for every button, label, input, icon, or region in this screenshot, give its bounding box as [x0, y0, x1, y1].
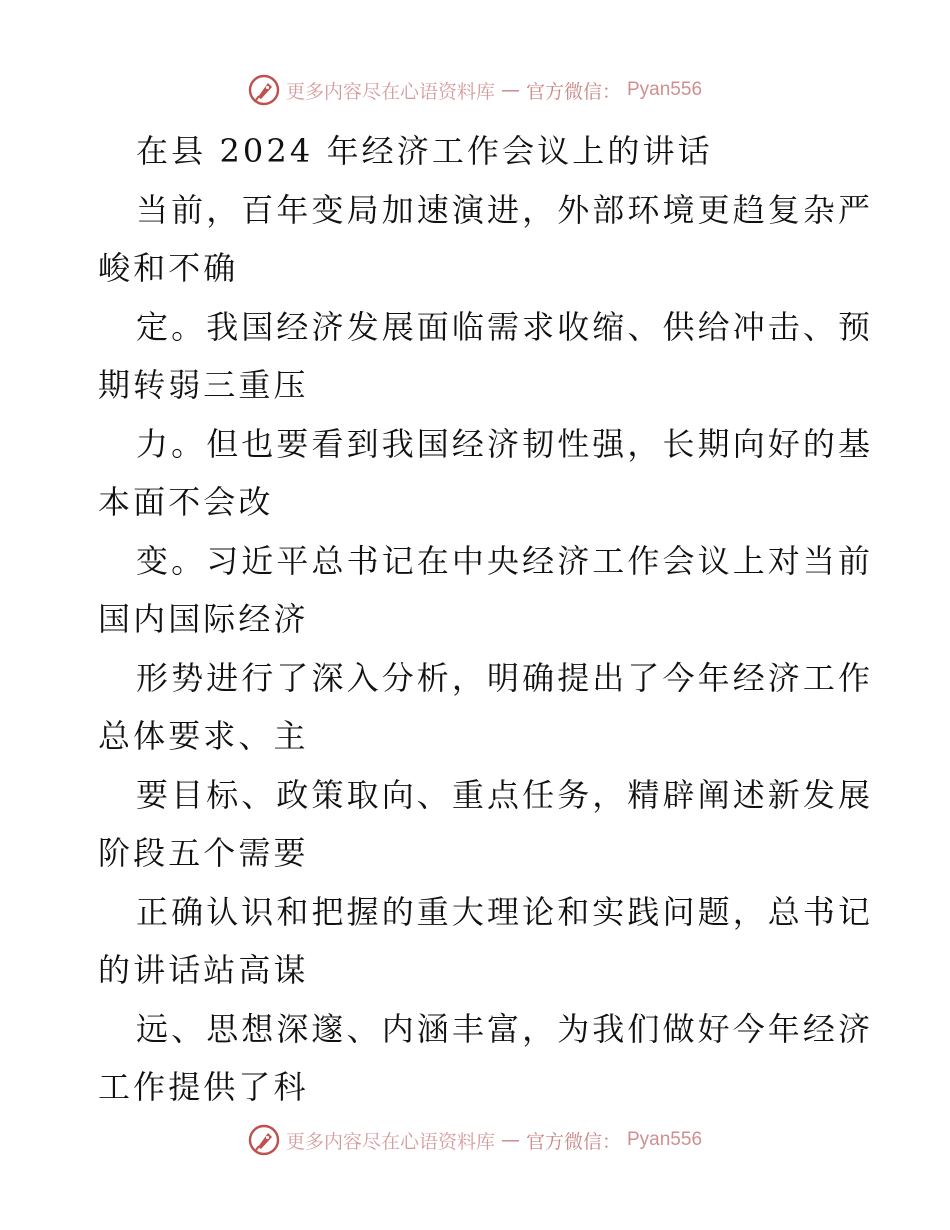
watermark-text: 更多内容尽在心语资料库 — [285, 80, 495, 103]
text-line: 当前，百年变局加速演进，外部环境更趋复杂严 — [136, 190, 874, 229]
text-line: 要目标、政策取向、重点任务，精辟阐述新发展 — [136, 775, 874, 814]
text-line: 变。习近平总书记在中央经济工作会议上对当前 — [136, 541, 874, 580]
pen-nib-logo-icon — [248, 74, 280, 106]
text-line: 力。但也要看到我国经济韧性强，长期向好的基 — [136, 424, 874, 463]
text-line: 阶段五个需要 — [98, 834, 309, 872]
text-line: 总体要求、主 — [98, 717, 309, 755]
text-line: 的讲话站高谋 — [98, 951, 309, 989]
header-watermark — [0, 70, 950, 110]
watermark-id: Pyan556 — [627, 1129, 703, 1150]
watermark-dash: — — [500, 1129, 520, 1151]
text-line: 期转弱三重压 — [98, 366, 309, 404]
watermark-text: 更多内容尽在心语资料库 — [285, 1130, 495, 1153]
text-line: 峻和不确 — [98, 249, 239, 287]
text-line: 工作提供了科 — [98, 1068, 309, 1106]
text-line: 定。我国经济发展面临需求收缩、供给冲击、预 — [136, 307, 874, 346]
text-line: 在县 2024 年经济工作会议上的讲话 — [136, 132, 713, 170]
watermark-id: Pyan556 — [627, 79, 703, 100]
text-line: 远、思想深邃、内涵丰富，为我们做好今年经济 — [136, 1009, 874, 1048]
footer-watermark — [0, 1120, 950, 1160]
text-line: 形势进行了深入分析，明确提出了今年经济工作 — [136, 658, 874, 697]
watermark-label: 官方微信： — [525, 80, 621, 103]
pen-nib-logo-icon — [248, 1124, 280, 1156]
text-line: 国内国际经济 — [98, 600, 309, 638]
text-line: 正确认识和把握的重大理论和实践问题，总书记 — [136, 892, 874, 931]
watermark-label: 官方微信： — [525, 1130, 621, 1153]
watermark-dash: — — [500, 79, 520, 101]
document-body — [98, 122, 874, 1117]
text-line: 本面不会改 — [98, 483, 274, 521]
